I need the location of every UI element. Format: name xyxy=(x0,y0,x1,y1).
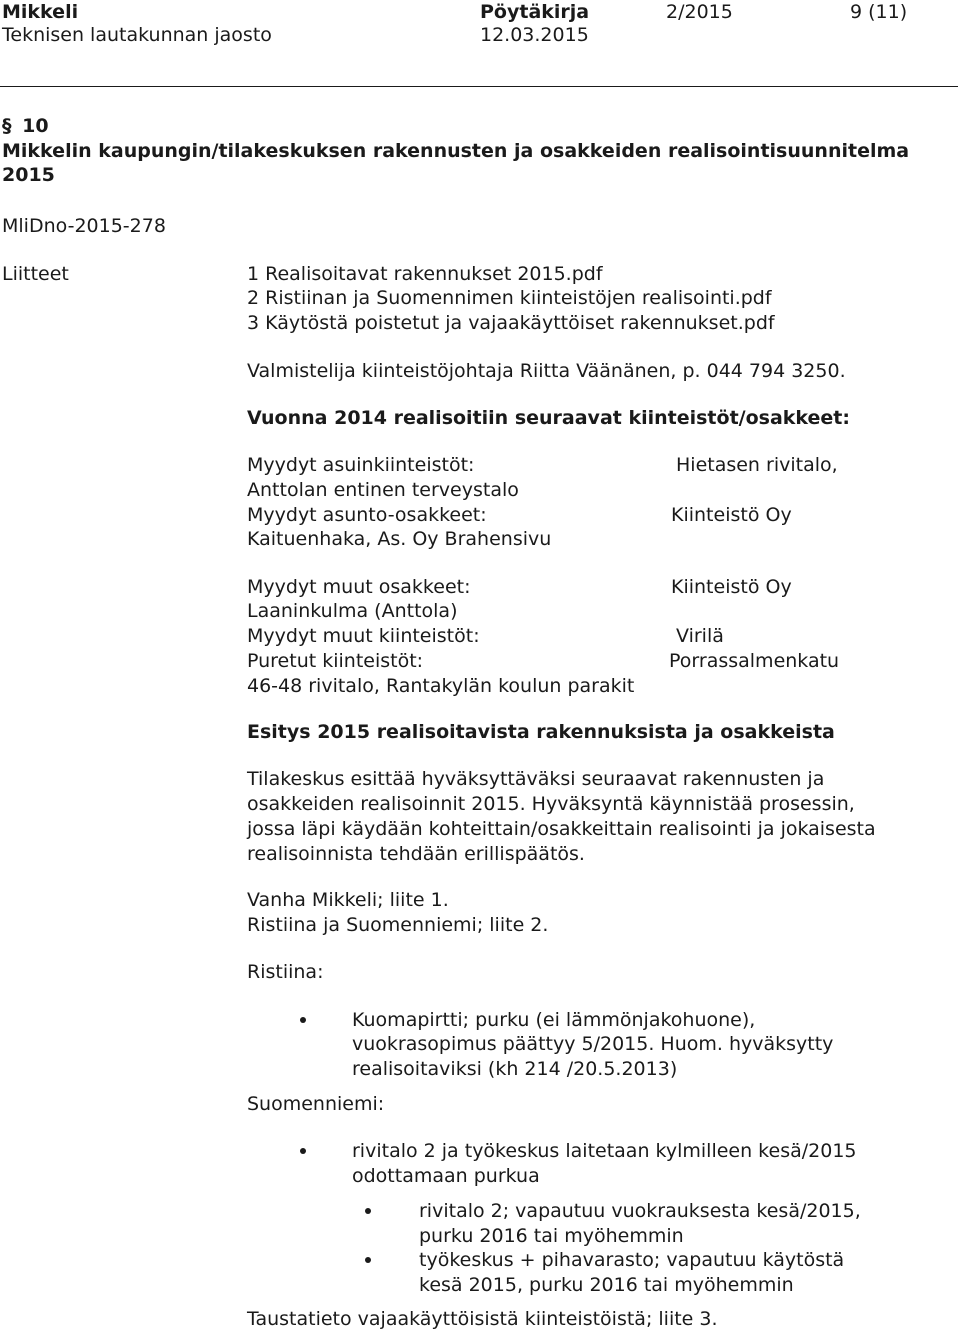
ristiina-bullet-line: vuokrasopimus päättyy 5/2015. Huom. hyväksytty xyxy=(352,1033,834,1055)
header-org: Mikkeli xyxy=(2,1,79,23)
sold-left-line: Laaninkulma (Anttola) xyxy=(247,600,458,622)
reference-line: Ristiina ja Suomenniemi; liite 2. xyxy=(247,914,549,936)
sold-right-line: Kiinteistö Oy xyxy=(671,576,792,598)
sold-left-line: Kaituenhaka, As. Oy Brahensivu xyxy=(247,528,552,550)
suomenniemi-bullet-line: odottamaan purkua xyxy=(352,1165,540,1187)
section-symbol: § xyxy=(2,115,12,137)
header-number: 2/2015 xyxy=(666,1,733,23)
sold-left-line: Myydyt asuinkiinteistöt: xyxy=(247,454,475,476)
proposal-heading: Esitys 2015 realisoitavista rakennuksista ja osakkeista xyxy=(247,721,835,743)
sold-right-line: Porrassalmenkatu xyxy=(669,650,840,672)
header-page: 9 (11) xyxy=(850,1,908,23)
sub-bullet-line: työkeskus + pihavarasto; vapautuu käytöstä xyxy=(419,1249,845,1271)
bullet-icon xyxy=(365,1208,371,1214)
section-number: 10 xyxy=(22,115,49,137)
attachments-label: Liitteet xyxy=(2,263,69,285)
bullet-icon xyxy=(300,1148,306,1154)
background-note: Taustatieto vajaakäyttöisistä kiinteistöistä; liite 3. xyxy=(247,1308,718,1330)
attachment-item: 2 Ristiinan ja Suomennimen kiinteistöjen realisointi.pdf xyxy=(247,287,772,309)
ristiina-bullet-line: realisoitaviksi (kh 214 /20.5.2013) xyxy=(352,1058,678,1080)
sold-right-line: Hietasen rivitalo, xyxy=(676,454,838,476)
section-title-line1: Mikkelin kaupungin/tilakeskuksen rakennusten ja osakkeiden realisointisuunnitelma xyxy=(2,140,910,162)
reference-line: Vanha Mikkeli; liite 1. xyxy=(247,889,449,911)
proposal-line: realisoinnista tehdään erillispäätös. xyxy=(247,843,585,865)
bullet-icon xyxy=(365,1257,371,1263)
sold-left-line: Myydyt muut kiinteistöt: xyxy=(247,625,480,647)
header-doc-type: Pöytäkirja xyxy=(480,1,590,23)
section-heading xyxy=(2,114,49,139)
suomenniemi-bullet-line: rivitalo 2 ja työkeskus laitetaan kylmilleen kesä/2015 xyxy=(352,1140,857,1162)
proposal-line: osakkeiden realisoinnit 2015. Hyväksyntä käynnistää prosessin, xyxy=(247,793,855,815)
header-date: 12.03.2015 xyxy=(480,24,589,46)
sub-bullet-line: purku 2016 tai myöhemmin xyxy=(419,1225,684,1247)
attachment-item: 1 Realisoitavat rakennukset 2015.pdf xyxy=(247,263,603,285)
sold-left-line: Myydyt asunto-osakkeet: xyxy=(247,504,487,526)
header-committee: Teknisen lautakunnan jaosto xyxy=(2,24,272,46)
sold-left-line: Puretut kiinteistöt: xyxy=(247,650,424,672)
sold-heading: Vuonna 2014 realisoitiin seuraavat kiinteistöt/osakkeet: xyxy=(247,407,850,429)
ristiina-label: Ristiina: xyxy=(247,961,324,983)
ristiina-bullet-line: Kuomapirtti; purku (ei lämmönjakohuone), xyxy=(352,1009,756,1031)
sold-left-line: Anttolan entinen terveystalo xyxy=(247,479,519,501)
section-title-line2: 2015 xyxy=(2,164,55,186)
proposal-line: Tilakeskus esittää hyväksyttäväksi seuraavat rakennusten ja xyxy=(247,768,825,790)
sold-right-line: Virilä xyxy=(676,625,724,647)
attachment-item: 3 Käytöstä poistetut ja vajaakäyttöiset rakennukset.pdf xyxy=(247,312,775,334)
bullet-icon xyxy=(300,1017,306,1023)
sold-left-line: 46-48 rivitalo, Rantakylän koulun parakit xyxy=(247,675,635,697)
proposal-line: jossa läpi käydään kohteittain/osakkeittain realisointi ja jokaisesta xyxy=(247,818,876,840)
sold-right-line: Kiinteistö Oy xyxy=(671,504,792,526)
section-dno: MliDno-2015-278 xyxy=(2,215,166,237)
header-divider xyxy=(0,86,958,87)
preparer: Valmistelija kiinteistöjohtaja Riitta Väänänen, p. 044 794 3250. xyxy=(247,360,846,382)
sold-left-line: Myydyt muut osakkeet: xyxy=(247,576,471,598)
sub-bullet-line: rivitalo 2; vapautuu vuokrauksesta kesä/2015, xyxy=(419,1200,861,1222)
suomenniemi-label: Suomenniemi: xyxy=(247,1093,385,1115)
sub-bullet-line: kesä 2015, purku 2016 tai myöhemmin xyxy=(419,1274,794,1296)
